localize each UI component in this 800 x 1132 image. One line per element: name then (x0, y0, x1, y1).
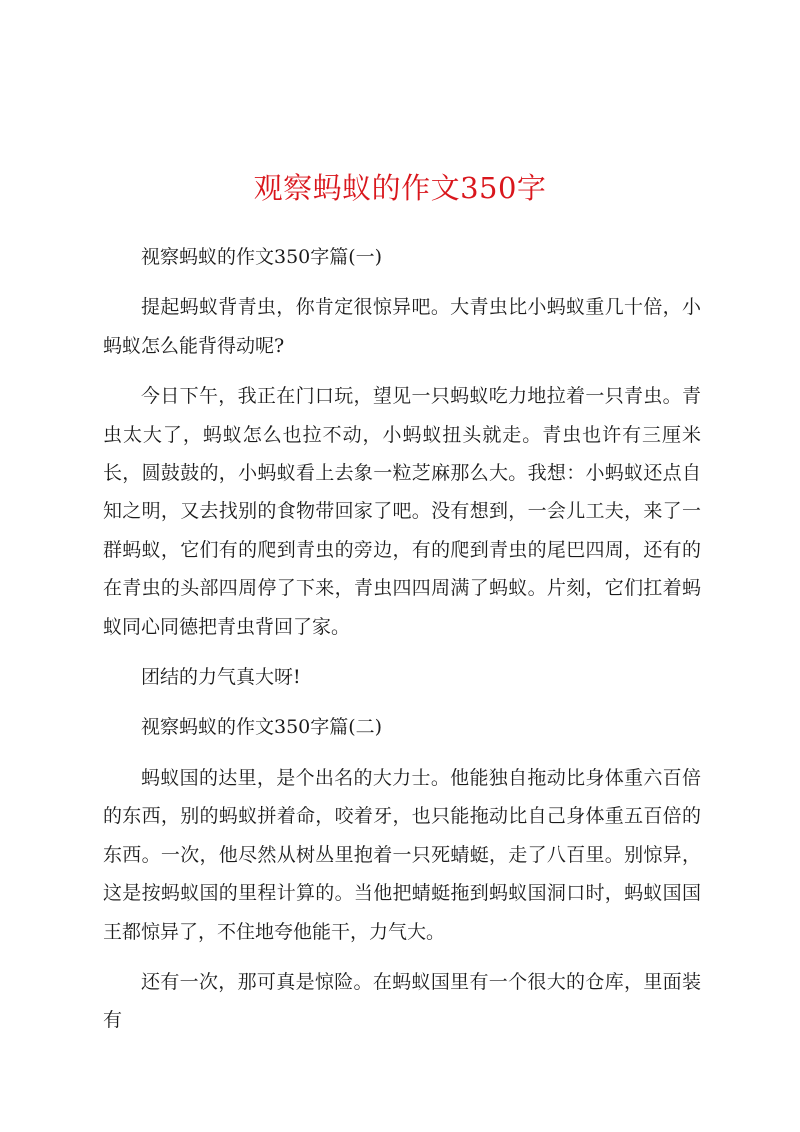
document-body (103, 238, 701, 1052)
paragraph: 团结的力气真大呀! (141, 666, 301, 689)
paragraph: 今日下午，我正在门口玩，望见一只蚂蚁吃力地拉着一只青虫。青虫太大了，蚂蚁怎么也拉不动，小蚂蚁扭头就走。青虫也许有三厘米长，圆鼓鼓的，小蚂蚁看上去象一粒芝麻那么大。我想：小蚂蚁还点自知之明，又去找别的食物带回家了吧。没有想到，一会儿工夫，来了一群蚂蚁，它们有的爬到青虫的旁边，有的爬到青虫的尾巴四周，还有的在青虫的头部四周停了下来，青虫四四周满了蚂蚁。片刻，它们扛着蚂蚁同心同德把青虫背回了家。 (103, 385, 701, 638)
document-title: 观察蚂蚁的作文350字 (253, 171, 547, 205)
section-heading-2: 视察蚂蚁的作文350字篇(二) (141, 716, 383, 739)
paragraph: 提起蚂蚁背青虫，你肯定很惊异吧。大青虫比小蚂蚁重几十倍，小蚂蚁怎么能背得动呢? (103, 296, 701, 357)
paragraph: 还有一次，那可真是惊险。在蚂蚁国里有一个很大的仓库，里面装有 (103, 970, 701, 1032)
section-heading-1: 视察蚂蚁的作文350字篇(一) (141, 246, 383, 268)
paragraph: 蚂蚁国的达里，是个出名的大力士。他能独自拖动比身体重六百倍的东西，别的蚂蚁拼着命，咬着牙，也只能拖动比自己身体重五百倍的东西。一次，他尽然从树丛里抱着一只死蜻蜓，走了八百里。别惊异，这是按蚂蚁国的里程计算的。当他把蜻蜓拖到蚂蚁国洞口时，蚂蚁国国王都惊异了，不住地夸他能干，力气大。 (103, 766, 701, 943)
